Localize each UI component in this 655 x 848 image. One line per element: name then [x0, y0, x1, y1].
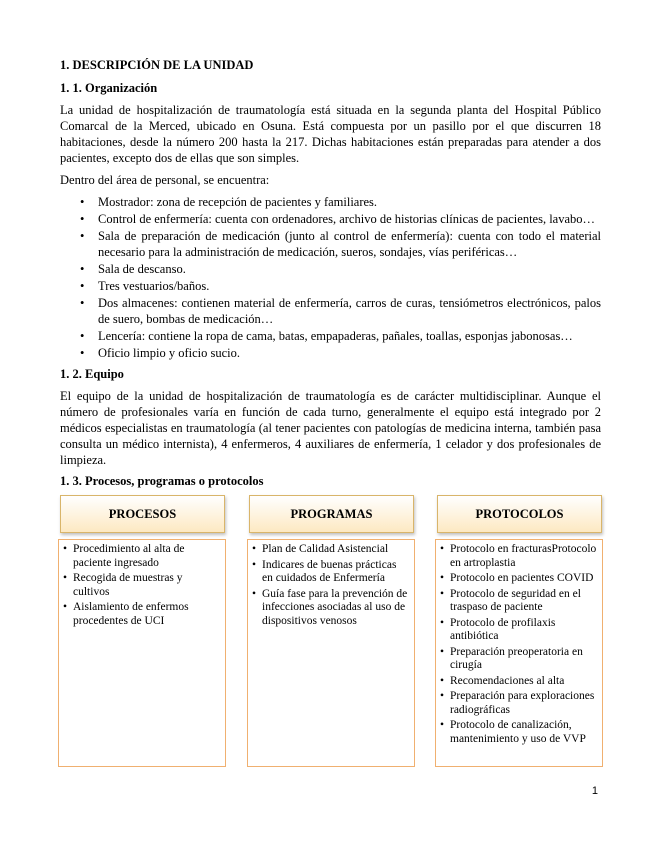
equipo-paragraph: El equipo de la unidad de hospitalización de traumatología es de carácter multidisciplinar. Aunque el número de profesionales varía en función de cada turno, generalmente el equipo está integrado por 2 médicos especialistas en traumatología (al tener pacientes con patologías de medicina interna, también pasa consulta un médico internista), 4 enfermeros, 4 auxiliares de enfermería, 1 celador y dos profesionales de limpieza.: [60, 389, 601, 467]
list-item: • Recomendaciones al alta: [440, 675, 598, 689]
list-item: • Lencería: contiene la ropa de cama, batas, empapaderas, pañales, toallas, esponjas jabonosas…: [60, 328, 601, 344]
list-item: • Indicares de buenas prácticas en cuidados de Enfermería: [252, 559, 410, 586]
list-item: • Protocolo de canalización, mantenimiento y uso de VVP: [440, 719, 598, 746]
list-item: • Tres vestuarios/baños.: [60, 278, 601, 294]
list-item: • Mostrador: zona de recepción de pacientes y familiares.: [60, 194, 601, 210]
protocolos-column: [437, 495, 602, 745]
list-item: • Protocolo en fracturasProtocolo en artroplastia: [440, 543, 598, 570]
page-number: 1: [591, 785, 598, 797]
list-item: • Oficio limpio y oficio sucio.: [60, 345, 601, 361]
list-item: • Plan de Calidad Asistencial: [252, 543, 410, 557]
column-header: PROCESOS: [60, 495, 225, 533]
column-header: PROTOCOLOS: [437, 495, 602, 533]
column-body: [58, 539, 226, 767]
procesos-diagram: [60, 495, 601, 795]
list-item: • Control de enfermería: cuenta con ordenadores, archivo de historias clínicas de pacientes, lavabo…: [60, 211, 601, 227]
section-title: 1. DESCRIPCIÓN DE LA UNIDAD: [60, 58, 254, 72]
column-body: [247, 539, 415, 767]
column-header: PROGRAMAS: [249, 495, 414, 533]
list-item: • Preparación preoperatoria en cirugía: [440, 646, 598, 673]
procesos-heading: 1. 3. Procesos, programas o protocolos: [60, 474, 264, 488]
programas-column: [249, 495, 414, 627]
list-item: • Preparación para exploraciones radiográficas: [440, 690, 598, 717]
equipo-heading: 1. 2. Equipo: [60, 367, 124, 381]
list-item: • Sala de preparación de medicación (junto al control de enfermería): cuenta con todo el material necesario para la administración de medicación, sueros, sondajes, vías periféricas…: [60, 228, 601, 260]
organizacion-intro: Dentro del área de personal, se encuentra:: [60, 173, 270, 187]
list-item: • Protocolo de seguridad en el traspaso de paciente: [440, 588, 598, 615]
list-item: • Guía fase para la prevención de infecciones asociadas al uso de dispositivos venosos: [252, 588, 410, 629]
column-body: [435, 539, 603, 767]
list-item: • Aislamiento de enfermos procedentes de UCI: [63, 601, 221, 628]
list-item: • Procedimiento al alta de paciente ingresado: [63, 543, 221, 570]
procesos-column: [60, 495, 225, 627]
organizacion-paragraph: La unidad de hospitalización de traumatología está situada en la segunda planta del Hospital Público Comarcal de la Merced, ubicado en Osuna. Está compuesta por un pasillo por el que discurren 18 habitaciones, desde la número 200 hasta la 217. Dichas habitaciones están preparadas para atender a dos pacientes, excepto dos de ellas que son simples.: [60, 103, 601, 165]
organizacion-heading: 1. 1. Organización: [60, 81, 158, 95]
list-item: • Sala de descanso.: [60, 261, 601, 277]
list-item: • Recogida de muestras y cultivos: [63, 572, 221, 599]
list-item: • Protocolo de profilaxis antibiótica: [440, 617, 598, 644]
list-item: • Dos almacenes: contienen material de enfermería, carros de curas, tensiómetros electrónicos, palos de suero, bombas de medicación…: [60, 295, 601, 327]
area-personal-list: [60, 194, 601, 361]
list-item: • Protocolo en pacientes COVID: [440, 572, 598, 586]
document-page: [60, 58, 601, 795]
